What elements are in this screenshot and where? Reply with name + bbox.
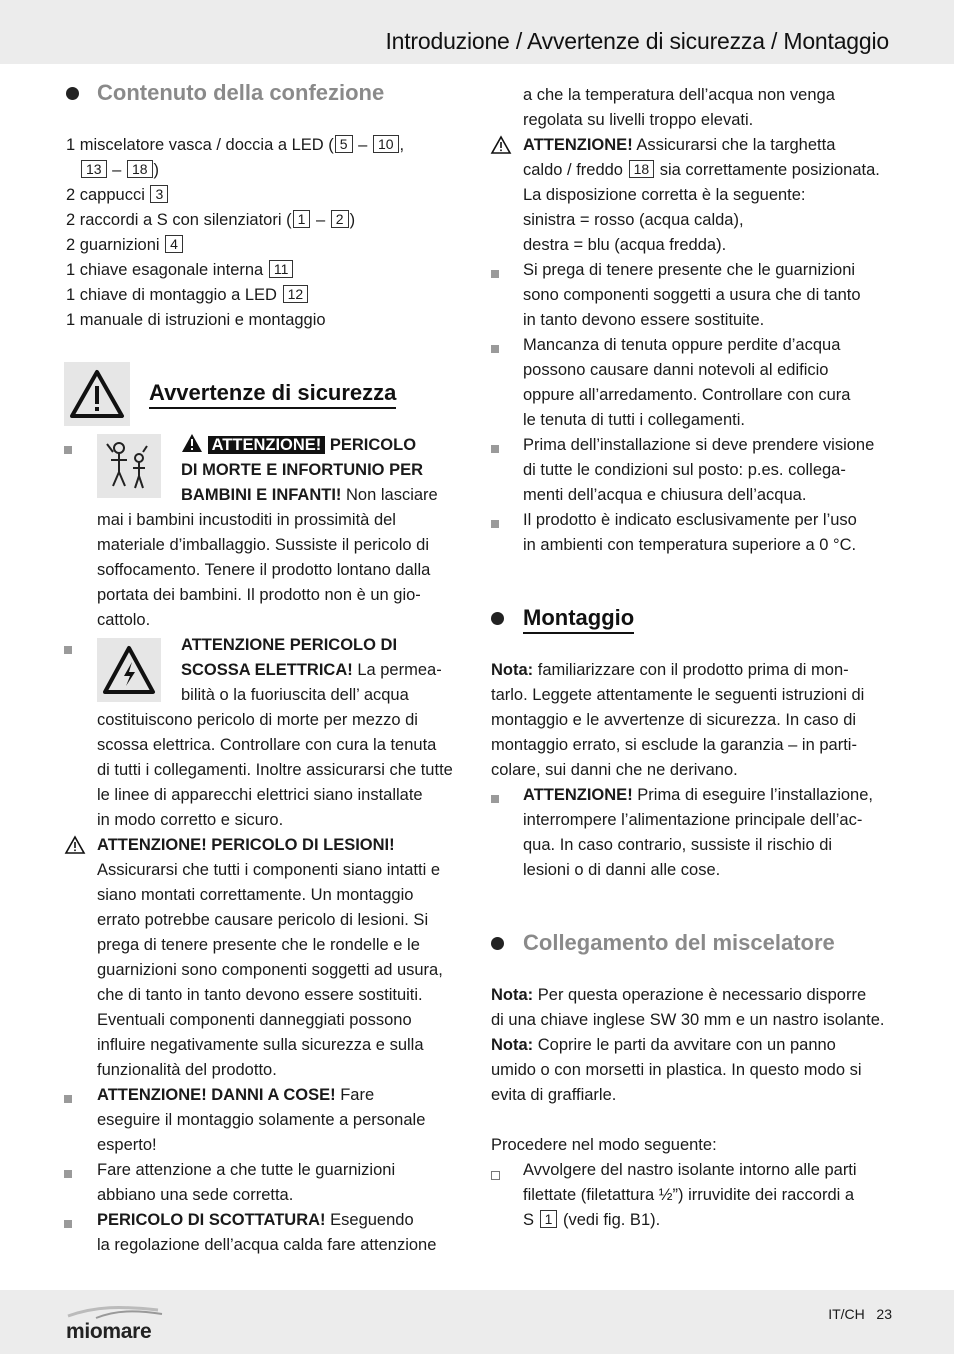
bullet	[491, 270, 499, 278]
section-heading-collegamento: Collegamento del miscelatore	[523, 930, 835, 955]
section-heading-montaggio: Montaggio	[523, 605, 634, 634]
warning-icon	[490, 135, 512, 160]
section-dot	[66, 87, 79, 100]
bullet	[64, 1095, 72, 1103]
bullet	[64, 446, 72, 454]
page-number: IT/CH 23	[828, 1306, 892, 1322]
section-heading-contents: Contenuto della confezione	[97, 80, 385, 105]
contents-list: 1 miscelatore vasca / doccia a LED ( 5 – 10 , 13 – 18 ) 2 cappucci 3 2 raccordi a S con silenziatori ( 1 – 2 ) 2 guarnizioni 4 1 chiave esagonale interna 11 1 chiave di montaggio a LED 12 1 manuale di istruzioni e montaggio	[66, 136, 405, 329]
bullet	[491, 345, 499, 353]
warning-icon	[64, 362, 130, 426]
page-title: Introduzione / Avvertenze di sicurezza / Montaggio	[385, 28, 889, 54]
bullet	[491, 795, 499, 803]
bullet	[64, 1220, 72, 1228]
warning-icon	[181, 433, 203, 453]
bullet	[64, 1170, 72, 1178]
warning-icon	[64, 835, 86, 860]
section-dot	[491, 937, 504, 950]
checkbox-bullet	[491, 1171, 500, 1180]
section-heading-safety: Avvertenze di sicurezza	[149, 380, 396, 409]
child-hazard-icon	[97, 434, 161, 498]
page-footer	[0, 1290, 954, 1354]
bullet	[491, 445, 499, 453]
section-dot	[491, 612, 504, 625]
electric-shock-icon	[97, 638, 161, 702]
page-header	[0, 0, 954, 64]
bullet	[491, 520, 499, 528]
brand-logo: miomare	[66, 1304, 166, 1344]
bullet	[64, 646, 72, 654]
